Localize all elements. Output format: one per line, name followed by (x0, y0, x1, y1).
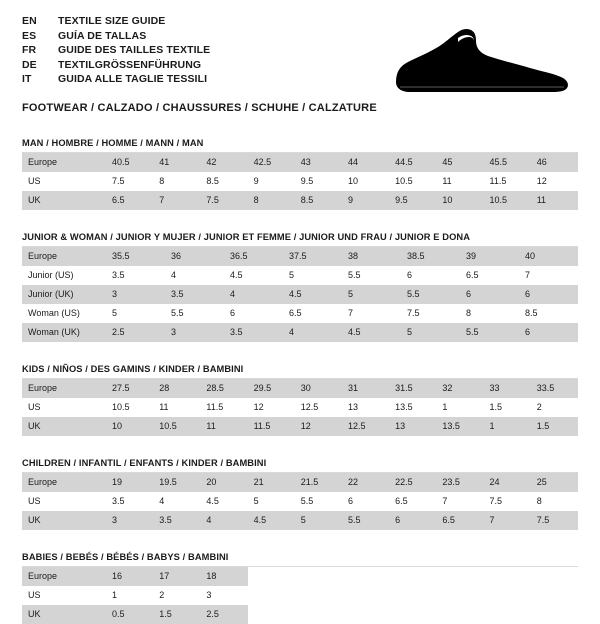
language-title-list (22, 14, 210, 87)
cell: 22.5 (389, 473, 436, 492)
cell: 3 (106, 511, 153, 530)
cell-empty (342, 605, 389, 624)
table-row (22, 323, 578, 342)
cell: 8 (153, 172, 200, 191)
cell: 1 (106, 586, 153, 605)
cell-empty (342, 586, 389, 605)
cell: 10 (436, 191, 483, 210)
cell: 44 (342, 153, 389, 172)
cell: 31 (342, 379, 389, 398)
cell: 3 (165, 323, 224, 342)
cell-empty (484, 567, 531, 586)
cell: 2.5 (106, 323, 165, 342)
cell: 8 (248, 191, 295, 210)
row-label: Europe (22, 567, 106, 586)
table-row (22, 304, 578, 323)
cell: 18 (200, 567, 247, 586)
cell: 7 (342, 304, 401, 323)
table-row (22, 153, 578, 172)
group-heading: BABIES / BEBÉS / BÉBÉS / BABYS / BAMBINI (22, 552, 578, 567)
row-label: Junior (UK) (22, 285, 106, 304)
cell: 4 (283, 323, 342, 342)
cell: 5 (295, 511, 342, 530)
table-row (22, 473, 578, 492)
group-heading: CHILDREN / INFANTIL / ENFANTS / KINDER / BAMBINI (22, 458, 578, 473)
cell: 3.5 (106, 266, 165, 285)
cell: 0.5 (106, 605, 153, 624)
cell: 10.5 (484, 191, 531, 210)
cell: 6.5 (283, 304, 342, 323)
table-row (22, 417, 578, 436)
cell: 45 (436, 153, 483, 172)
cell: 12 (248, 398, 295, 417)
size-table-kids (22, 379, 578, 436)
cell: 5.5 (342, 266, 401, 285)
cell: 8.5 (200, 172, 247, 191)
row-label: Europe (22, 153, 106, 172)
cell: 33.5 (531, 379, 578, 398)
cell: 3 (200, 586, 247, 605)
cell: 29.5 (248, 379, 295, 398)
table-row (22, 511, 578, 530)
table-row (22, 379, 578, 398)
cell: 5 (106, 304, 165, 323)
cell: 37.5 (283, 247, 342, 266)
cell: 9 (342, 191, 389, 210)
cell: 5 (283, 266, 342, 285)
cell: 33 (484, 379, 531, 398)
cell-empty (531, 567, 578, 586)
cell-empty (436, 567, 483, 586)
cell: 2.5 (200, 605, 247, 624)
cell: 12.5 (295, 398, 342, 417)
cell: 24 (484, 473, 531, 492)
size-group-children (22, 458, 578, 530)
language-title: TEXTILE SIZE GUIDE (58, 15, 166, 27)
cell-empty (436, 605, 483, 624)
cell: 12.5 (342, 417, 389, 436)
group-heading: KIDS / NIÑOS / DES GAMINS / KINDER / BAMBINI (22, 364, 578, 379)
cell: 5.5 (460, 323, 519, 342)
cell-empty (389, 567, 436, 586)
cell-empty (248, 586, 295, 605)
cell: 10.5 (153, 417, 200, 436)
cell: 36.5 (224, 247, 283, 266)
cell: 5.5 (165, 304, 224, 323)
language-row (22, 14, 210, 29)
table-row (22, 247, 578, 266)
cell: 6.5 (436, 511, 483, 530)
cell: 7.5 (531, 511, 578, 530)
language-title: TEXTILGRÖSSENFÜHRUNG (58, 58, 202, 71)
cell: 2 (531, 398, 578, 417)
cell: 11.5 (200, 398, 247, 417)
cell: 4 (165, 266, 224, 285)
size-group-man (22, 138, 578, 210)
table-row (22, 586, 578, 605)
cell-empty (531, 586, 578, 605)
cell: 7 (153, 191, 200, 210)
cell: 38.5 (401, 247, 460, 266)
cell: 13 (389, 417, 436, 436)
cell: 40 (519, 247, 578, 266)
cell: 4.5 (283, 285, 342, 304)
language-code: DE (22, 58, 37, 71)
cell: 36 (165, 247, 224, 266)
cell: 11 (153, 398, 200, 417)
group-heading: JUNIOR & WOMAN / JUNIOR Y MUJER / JUNIOR ET FEMME / JUNIOR UND FRAU / JUNIOR E DONA (22, 232, 578, 247)
cell: 10 (106, 417, 153, 436)
language-title: GUÍA DE TALLAS (58, 29, 147, 42)
cell: 7.5 (200, 191, 247, 210)
size-table-man (22, 153, 578, 210)
cell: 3.5 (106, 492, 153, 511)
cell-empty (295, 586, 342, 605)
cell: 6 (401, 266, 460, 285)
cell: 3.5 (153, 511, 200, 530)
row-label: UK (22, 605, 106, 624)
cell: 10.5 (106, 398, 153, 417)
size-group-kids (22, 364, 578, 436)
row-label: Woman (UK) (22, 323, 106, 342)
language-title: GUIDA ALLE TAGLIE TESSILI (58, 73, 208, 86)
cell: 40.5 (106, 153, 153, 172)
row-label: US (22, 398, 106, 417)
cell: 7.5 (106, 172, 153, 191)
cell: 11 (200, 417, 247, 436)
language-code: EN (22, 15, 37, 27)
cell: 1 (484, 417, 531, 436)
cell: 46 (531, 153, 578, 172)
cell: 11.5 (484, 172, 531, 191)
cell: 17 (153, 567, 200, 586)
cell: 2 (153, 586, 200, 605)
cell: 11 (436, 172, 483, 191)
language-row (22, 58, 210, 73)
cell: 31.5 (389, 379, 436, 398)
cell: 19 (106, 473, 153, 492)
cell: 4.5 (248, 511, 295, 530)
row-label: UK (22, 191, 106, 210)
row-label: Junior (US) (22, 266, 106, 285)
cell-empty (484, 586, 531, 605)
cell: 9.5 (389, 191, 436, 210)
size-group-babies (22, 552, 578, 624)
cell: 4.5 (342, 323, 401, 342)
cell: 4 (153, 492, 200, 511)
row-label: Europe (22, 247, 106, 266)
cell: 28 (153, 379, 200, 398)
table-row (22, 567, 578, 586)
cell: 42.5 (248, 153, 295, 172)
cell: 5.5 (295, 492, 342, 511)
cell: 42 (200, 153, 247, 172)
cell: 6.5 (389, 492, 436, 511)
cell: 30 (295, 379, 342, 398)
dress-shoe-icon (388, 26, 570, 96)
cell: 7 (436, 492, 483, 511)
size-table-children (22, 473, 578, 530)
row-label: Europe (22, 473, 106, 492)
cell: 6 (519, 285, 578, 304)
page-title: FOOTWEAR / CALZADO / CHAUSSURES / SCHUHE / CALZATURE (22, 101, 377, 114)
cell: 38 (342, 247, 401, 266)
cell: 3.5 (165, 285, 224, 304)
cell: 13 (342, 398, 389, 417)
cell: 5 (401, 323, 460, 342)
cell: 9 (248, 172, 295, 191)
cell: 5.5 (342, 511, 389, 530)
cell: 1 (436, 398, 483, 417)
table-row (22, 492, 578, 511)
cell: 4.5 (224, 266, 283, 285)
cell: 5 (248, 492, 295, 511)
cell-empty (342, 567, 389, 586)
table-row (22, 172, 578, 191)
cell: 6 (460, 285, 519, 304)
size-table-junior-woman (22, 247, 578, 342)
cell: 13.5 (389, 398, 436, 417)
cell: 11.5 (248, 417, 295, 436)
cell: 5.5 (401, 285, 460, 304)
cell: 6 (519, 323, 578, 342)
cell: 35.5 (106, 247, 165, 266)
cell: 7 (519, 266, 578, 285)
cell-empty (531, 605, 578, 624)
cell: 12 (295, 417, 342, 436)
cell: 22 (342, 473, 389, 492)
cell: 41 (153, 153, 200, 172)
cell: 44.5 (389, 153, 436, 172)
cell-empty (248, 605, 295, 624)
table-row (22, 285, 578, 304)
cell: 8 (460, 304, 519, 323)
cell: 4 (200, 511, 247, 530)
row-label: Europe (22, 379, 106, 398)
cell-empty (248, 567, 295, 586)
size-table-babies (22, 567, 578, 624)
cell: 3.5 (224, 323, 283, 342)
cell: 7 (484, 511, 531, 530)
cell-empty (484, 605, 531, 624)
cell-empty (295, 567, 342, 586)
cell: 32 (436, 379, 483, 398)
row-label: UK (22, 417, 106, 436)
cell: 1.5 (531, 417, 578, 436)
cell-empty (389, 586, 436, 605)
language-row (22, 29, 210, 44)
cell: 3 (106, 285, 165, 304)
cell: 39 (460, 247, 519, 266)
cell: 27.5 (106, 379, 153, 398)
table-row (22, 605, 578, 624)
document-header (22, 14, 578, 114)
cell: 23.5 (436, 473, 483, 492)
cell: 20 (200, 473, 247, 492)
cell: 21 (248, 473, 295, 492)
cell: 1.5 (153, 605, 200, 624)
cell: 1.5 (484, 398, 531, 417)
cell: 4 (224, 285, 283, 304)
group-heading: MAN / HOMBRE / HOMME / MANN / MAN (22, 138, 578, 153)
cell: 28.5 (200, 379, 247, 398)
language-title: GUIDE DES TAILLES TEXTILE (58, 44, 211, 57)
cell: 7.5 (401, 304, 460, 323)
cell: 13.5 (436, 417, 483, 436)
cell: 6 (342, 492, 389, 511)
cell: 4.5 (200, 492, 247, 511)
cell: 10.5 (389, 172, 436, 191)
row-label: US (22, 586, 106, 605)
cell-empty (295, 605, 342, 624)
cell: 6 (224, 304, 283, 323)
cell: 7.5 (484, 492, 531, 511)
cell: 9.5 (295, 172, 342, 191)
table-row (22, 191, 578, 210)
cell: 8.5 (295, 191, 342, 210)
cell: 43 (295, 153, 342, 172)
cell: 8 (531, 492, 578, 511)
table-row (22, 266, 578, 285)
cell-empty (389, 605, 436, 624)
cell: 21.5 (295, 473, 342, 492)
cell: 6.5 (460, 266, 519, 285)
row-label: US (22, 172, 106, 191)
cell-empty (436, 586, 483, 605)
cell: 45.5 (484, 153, 531, 172)
language-row (22, 72, 210, 87)
row-label: UK (22, 511, 106, 530)
cell: 12 (531, 172, 578, 191)
cell: 5 (342, 285, 401, 304)
cell: 19.5 (153, 473, 200, 492)
row-label: Woman (US) (22, 304, 106, 323)
row-label: US (22, 492, 106, 511)
cell: 6.5 (106, 191, 153, 210)
language-row (22, 43, 210, 58)
cell: 16 (106, 567, 153, 586)
language-code: FR (22, 44, 37, 57)
language-code: ES (22, 29, 37, 42)
cell: 25 (531, 473, 578, 492)
language-code: IT (22, 73, 32, 86)
cell: 8.5 (519, 304, 578, 323)
size-group-junior-woman (22, 232, 578, 342)
table-row (22, 398, 578, 417)
cell: 10 (342, 172, 389, 191)
cell: 6 (389, 511, 436, 530)
cell: 11 (531, 191, 578, 210)
